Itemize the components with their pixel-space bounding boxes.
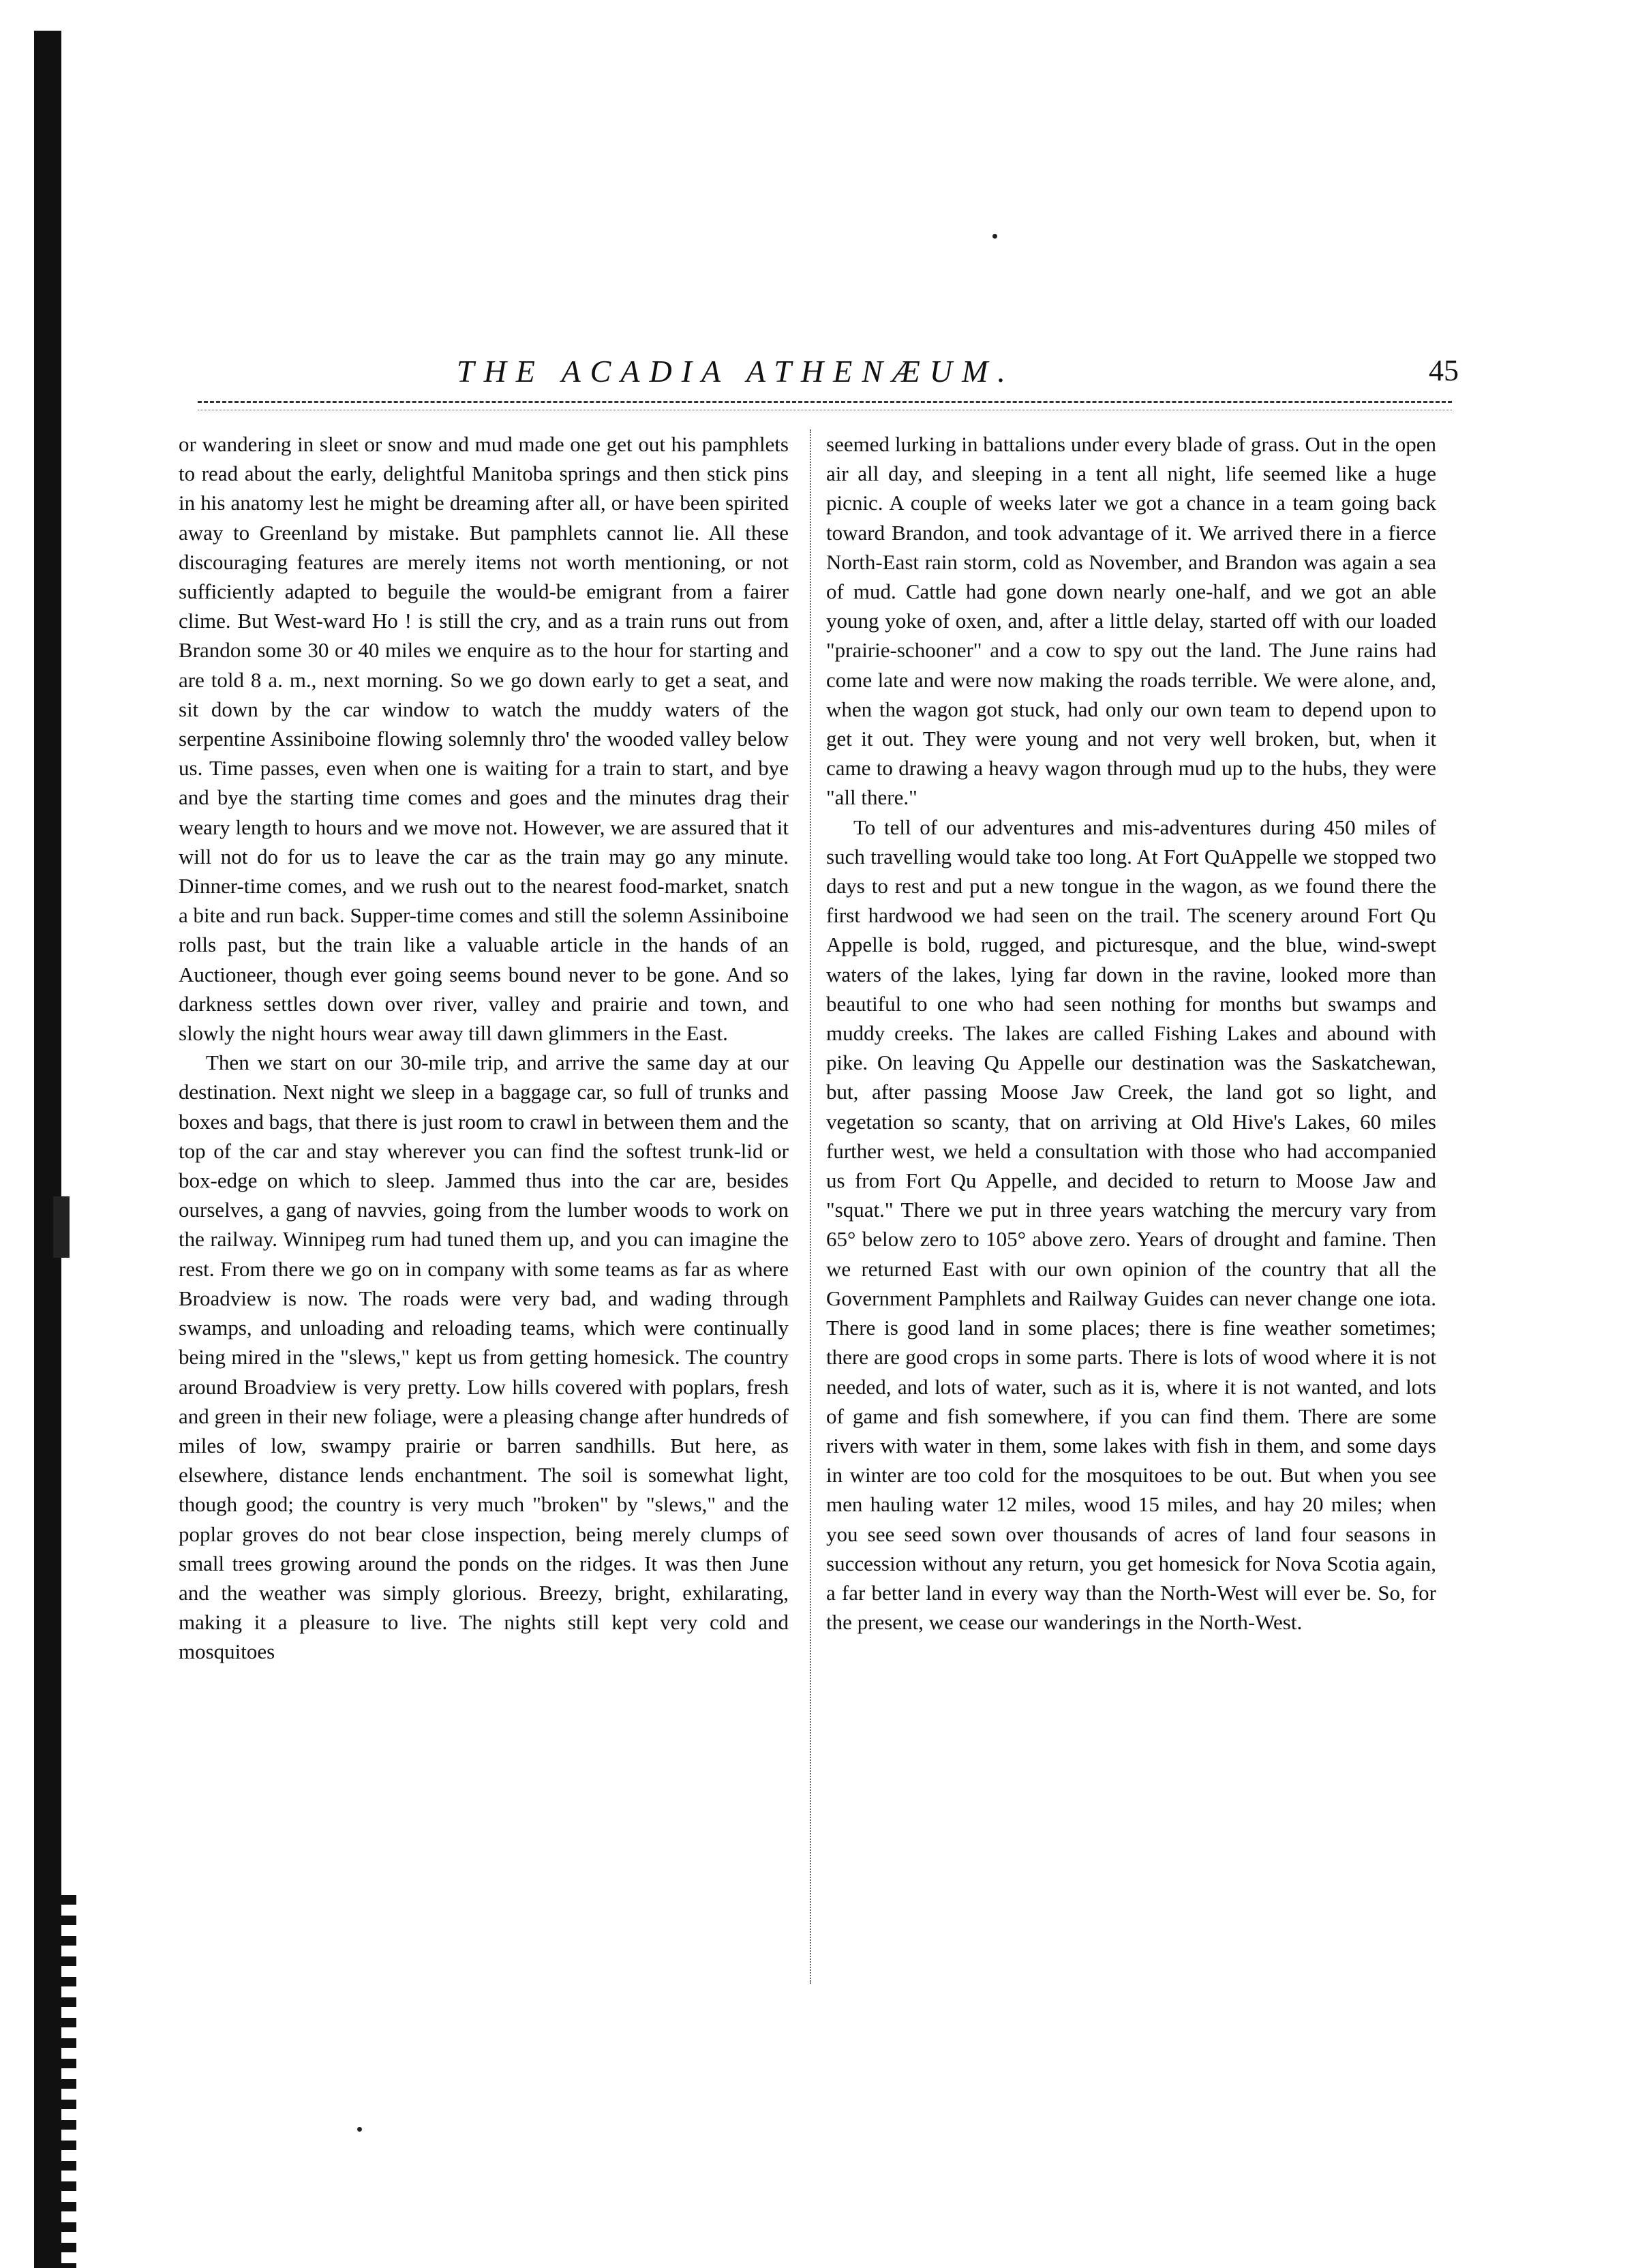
- page-number: 45: [1429, 354, 1459, 387]
- paragraph: To tell of our adventures and mis-adventures during 450 miles of such travelling would take too long. At Fort QuAppelle we stopped two days to rest and put a new tongue in the wagon, as we found there the first hardwood we had seen on the trail. The scenery around Fort Qu Appelle is bold, rugged, and picturesque, and the blue, wind-swept waters of the lakes, lying far down in the ravine, looked more than beautiful to one who had seen nothing for months but swamps and muddy creeks. The lakes are called Fishing Lakes and abound with pike. On leaving Qu Appelle our destination was the Saskatchewan, but, after passing Moose Jaw Creek, the land got so light, and vegetation so scanty, that on arriving at Old Hive's Lakes, 60 miles further west, we held a consultation with those who had accompanied us from Fort Qu Appelle, and decided to return to Moose Jaw and "squat." There we put in three years watching the mercury vary from 65° below zero to 105° above zero. Years of drought and famine. Then we returned East with our own opinion of the country that all the Government Pamphlets and Railway Guides can never change one iota. There is good land in some places; there is fine weather sometimes; there are good crops in some parts. There is lots of wood where it is not needed, and lots of water, such as it is, where it is not wanted, and lots of game and fish somewhere, if you can find them. There are some rivers with water in them, some lakes with fish in them, and some days in winter are too cold for the mosquitoes to be out. But when you see men hauling water 12 miles, wood 15 miles, and hay 20 miles; when you see seed sown over thousands of acres of land four seasons in succession without any return, you get homesick for Nova Scotia again, a far better land in every way than the North-West will ever be. So, for the present, we cease our wanderings in the North-West.: [826, 815, 1436, 1635]
- binding-edge: [34, 31, 61, 2268]
- right-column: [826, 429, 1436, 1637]
- paragraph: seemed lurking in battalions under every blade of grass. Out in the open air all day, and sleeping in a tent all night, life seemed like a huge picnic. A couple of weeks later we got a chance in a team going back toward Brandon, and took advantage of it. We arrived there in a fierce North-East rain storm, cold as November, and Brandon was again a sea of mud. Cattle had gone down nearly one-half, and we got an able young yoke of oxen, and, after a little delay, started off with our loaded "prairie-schooner" and a cow to spy out the land. The June rains had come late and were now making the roads terrible. We were alone, and, when the wagon got stuck, had only our own team to depend upon to get it out. They were young and not very well broken, but, when it came to drawing a heavy wagon through mud up to the hubs, they were "all there.": [826, 432, 1436, 810]
- paragraph: or wandering in sleet or snow and mud made one get out his pamphlets to read about the early, delightful Manitoba springs and then stick pins in his anatomy lest he might be dreaming after all, or have been spirited away to Greenland by mistake. But pamphlets cannot lie. All these discouraging features are merely items not worth mentioning, or not sufficiently adapted to beguile the would-be emigrant from a fairer clime. But West-ward Ho ! is still the cry, and as a train runs out from Brandon some 30 or 40 miles we enquire as to the hour for starting and are told 8 a. m., next morning. So we go down early to get a seat, and sit down by the car window to watch the muddy waters of the serpentine Assiniboine flowing solemnly thro' the wooded valley below us. Time passes, even when one is waiting for a train to start, and bye and bye the starting time comes and goes and the minutes drag their weary length to hours and we move not. However, we are assured that it will not do for us to leave the car as the train may go any minute. Dinner-time comes, and we rush out to the nearest food-market, snatch a bite and run back. Supper-time comes and still the solemn Assiniboine rolls past, but the train like a valuable article in the hands of an Auctioneer, though ever going seems bound never to be gone. And so darkness settles down over river, valley and prairie and town, and slowly the night hours wear away till dawn glimmers in the East.: [179, 432, 789, 1046]
- ink-speck: [357, 2127, 362, 2132]
- binding-notch: [53, 1196, 70, 1258]
- header-rule: [198, 401, 1452, 410]
- left-column: [179, 429, 789, 1667]
- running-title: THE ACADIA ATHENÆUM.: [457, 354, 1015, 389]
- binding-ragged-edge: [61, 1895, 76, 2268]
- ink-speck: [992, 234, 997, 239]
- column-divider: [810, 429, 811, 1984]
- page-header: [157, 353, 1459, 401]
- paragraph: Then we start on our 30-mile trip, and arrive the same day at our destination. Next night we sleep in a baggage car, so full of trunks and boxes and bags, that there is just room to crawl in between them and the top of the car and stay wherever you can find the softest trunk-lid or box-edge on which to sleep. Jammed thus into the car are, besides ourselves, a gang of navvies, going from the lumber woods to work on the railway. Winnipeg rum had tuned them up, and you can imagine the rest. From there we go on in company with some teams as far as where Broadview is now. The roads were very bad, and wading through swamps, and unloading and reloading teams, which were continually being mired in the "slews," kept us from getting homesick. The country around Broadview is very pretty. Low hills covered with poplars, fresh and green in their new foliage, were a pleasing change after hundreds of miles of low, swampy prairie or barren sandhills. But here, as elsewhere, distance lends enchantment. The soil is somewhat light, though good; the country is very much "broken" by "slews," and the poplar groves do not bear close inspection, being merely clumps of small trees growing around the ponds on the ridges. It was then June and the weather was simply glorious. Breezy, bright, exhilarating, making it a pleasure to live. The nights still kept very cold and mosquitoes: [179, 1050, 789, 1664]
